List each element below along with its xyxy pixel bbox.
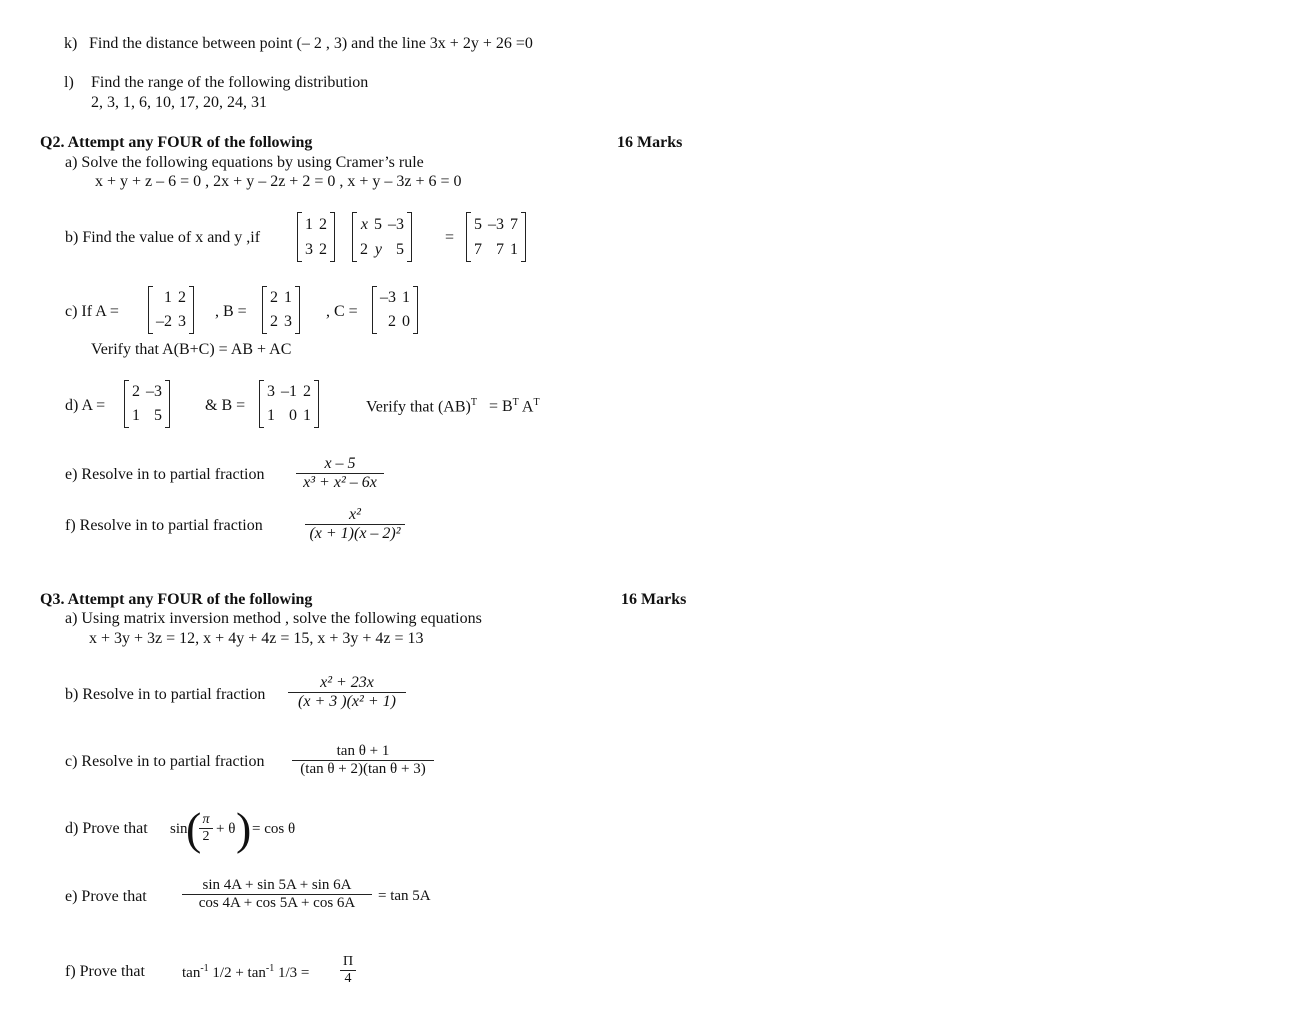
matrix-cell: 1	[305, 215, 313, 233]
fraction-numerator: x – 5	[324, 455, 356, 472]
q3-d-fraction	[199, 812, 213, 845]
matrix-cell: –1	[281, 383, 297, 400]
fraction-numerator: π	[202, 812, 210, 827]
fraction-numerator: x²	[349, 506, 361, 523]
fraction-numerator: tan θ + 1	[336, 743, 390, 759]
fraction-denominator: x³ + x² – 6x	[303, 474, 377, 491]
q3-c-text: c) Resolve in to partial fraction	[65, 753, 265, 770]
q3-f-fraction	[340, 954, 356, 987]
q2-b-matrix-2	[352, 212, 412, 262]
matrix-cell: –3	[146, 383, 162, 400]
matrix-cell: 3	[267, 383, 275, 400]
q2-f-text: f) Resolve in to partial fraction	[65, 517, 263, 534]
q3-f-half: 1/2 + tan	[208, 965, 266, 981]
fraction-denominator: 4	[344, 971, 352, 986]
fraction-denominator: (tan θ + 2)(tan θ + 3)	[300, 761, 426, 777]
fraction-denominator: (x + 3 )(x² + 1)	[298, 693, 396, 710]
q2-a-text: a) Solve the following equations by using Cramer’s rule	[65, 154, 424, 171]
q3-title: Q3. Attempt any FOUR of the following	[40, 591, 313, 608]
q2-c-verify: Verify that A(B+C) = AB + AC	[91, 341, 292, 358]
tan-label: tan	[182, 965, 201, 981]
matrix-cell: 1	[164, 289, 172, 306]
q2-d-b-label: & B =	[205, 397, 246, 414]
q2-b-matrix-1	[297, 212, 335, 262]
q2-c-matrix-a	[148, 286, 194, 334]
matrix-cell: 0	[402, 313, 410, 330]
q2-c-text: c) If A =	[65, 303, 119, 320]
q3-a-text: a) Using matrix inversion method , solve the following equations	[65, 610, 482, 627]
q2-e-text: e) Resolve in to partial fraction	[65, 466, 265, 483]
q2-a-equations: x + y + z – 6 = 0 , 2x + y – 2z + 2 = 0 , x + y – 3z + 6 = 0	[95, 173, 462, 190]
transpose-mark: T	[512, 397, 519, 408]
matrix-cell: –3	[488, 215, 504, 233]
q2-c-b-label: , B =	[215, 303, 247, 320]
fraction-denominator: 2	[202, 829, 210, 844]
q2-f-fraction	[305, 506, 405, 543]
q2-b-text: b) Find the value of x and y ,if	[65, 229, 261, 246]
matrix-cell: 2	[360, 240, 368, 258]
fraction-denominator: cos 4A + cos 5A + cos 6A	[198, 895, 356, 911]
matrix-cell: 3	[305, 240, 313, 258]
matrix-cell: 2	[132, 383, 140, 400]
fraction-denominator: (x + 1)(x – 2)²	[309, 525, 401, 542]
q3-e-text: e) Prove that	[65, 888, 147, 905]
right-paren: )	[236, 803, 252, 854]
q2-marks: 16 Marks	[617, 134, 683, 151]
q2-d-rhs-a: A	[518, 398, 534, 416]
matrix-cell: 2	[270, 289, 278, 306]
matrix-cell: x	[360, 215, 368, 233]
matrix-cell: 0	[289, 407, 297, 424]
matrix-cell: 2	[178, 289, 186, 306]
q1-k-label: k)	[64, 35, 78, 52]
q1-l-label: l)	[64, 74, 74, 91]
q3-c-fraction	[292, 743, 434, 778]
q2-d-matrix-a	[124, 380, 170, 428]
matrix-cell: 1	[510, 240, 518, 258]
matrix-cell: 2	[303, 383, 311, 400]
q3-f-third: 1/3 =	[274, 965, 310, 981]
matrix-cell: 5	[474, 215, 482, 233]
matrix-cell: 1	[267, 407, 275, 424]
q3-e-rhs: = tan 5A	[378, 888, 431, 904]
matrix-cell: –3	[380, 289, 396, 306]
q3-marks: 16 Marks	[621, 591, 687, 608]
q3-d-rhs: = cos θ	[252, 821, 296, 837]
matrix-cell: 1	[303, 407, 311, 424]
inverse-mark: -1	[265, 963, 275, 974]
matrix-cell: y	[374, 240, 382, 258]
q1-l-text: Find the range of the following distribution	[91, 74, 369, 91]
matrix-cell: 1	[284, 289, 292, 306]
matrix-cell: –2	[156, 313, 172, 330]
inverse-mark: -1	[200, 963, 209, 974]
matrix-cell: 2	[319, 240, 327, 258]
matrix-cell: 2	[319, 215, 327, 233]
matrix-cell: 5	[396, 240, 404, 258]
q3-f-expression	[182, 963, 309, 982]
matrix-cell: 7	[496, 240, 504, 258]
q2-title: Q2. Attempt any FOUR of the following	[40, 134, 313, 151]
matrix-cell: 5	[154, 407, 162, 424]
q2-b-matrix-3	[466, 212, 526, 262]
matrix-cell: 1	[132, 407, 140, 424]
q2-e-fraction	[296, 455, 384, 492]
q2-d-rhs: = B	[488, 398, 513, 416]
matrix-cell: 7	[474, 240, 482, 258]
fraction-numerator: Π	[342, 954, 354, 969]
q2-c-c-label: , C =	[326, 303, 358, 320]
matrix-cell: 1	[402, 289, 410, 306]
q3-b-text: b) Resolve in to partial fraction	[65, 686, 266, 703]
matrix-cell: 2	[270, 313, 278, 330]
q3-d-theta: + θ	[216, 821, 236, 837]
q3-d-sin: sin	[170, 821, 188, 837]
matrix-cell: 5	[374, 215, 382, 233]
left-paren: (	[186, 803, 202, 854]
transpose-mark: T	[533, 397, 540, 408]
matrix-cell: –3	[388, 215, 404, 233]
q2-d-matrix-b	[259, 380, 319, 428]
q3-e-fraction	[182, 877, 372, 912]
matrix-cell: 3	[284, 313, 292, 330]
matrix-cell: 2	[388, 313, 396, 330]
fraction-numerator: sin 4A + sin 5A + sin 6A	[202, 877, 352, 893]
matrix-cell: 7	[510, 215, 518, 233]
q2-c-matrix-c	[372, 286, 418, 334]
fraction-numerator: x² + 23x	[320, 674, 374, 691]
matrix-cell: 3	[178, 313, 186, 330]
q2-b-equals: =	[445, 229, 455, 246]
q2-d-verify	[366, 397, 540, 416]
q2-c-matrix-b	[262, 286, 300, 334]
q3-f-text: f) Prove that	[65, 963, 145, 980]
q3-a-equations: x + 3y + 3z = 12, x + 4y + 4z = 15, x + 3y + 4z = 13	[89, 630, 424, 647]
transpose-mark: T	[470, 397, 477, 408]
q3-d-text: d) Prove that	[65, 820, 148, 837]
q2-d-verify-text: Verify that (AB)	[366, 398, 471, 416]
q1-l-values: 2, 3, 1, 6, 10, 17, 20, 24, 31	[91, 94, 267, 111]
q1-k-text: Find the distance between point (– 2 , 3) and the line 3x + 2y + 26 =0	[89, 35, 533, 52]
q3-b-fraction	[288, 674, 406, 711]
q2-d-text: d) A =	[65, 397, 106, 414]
